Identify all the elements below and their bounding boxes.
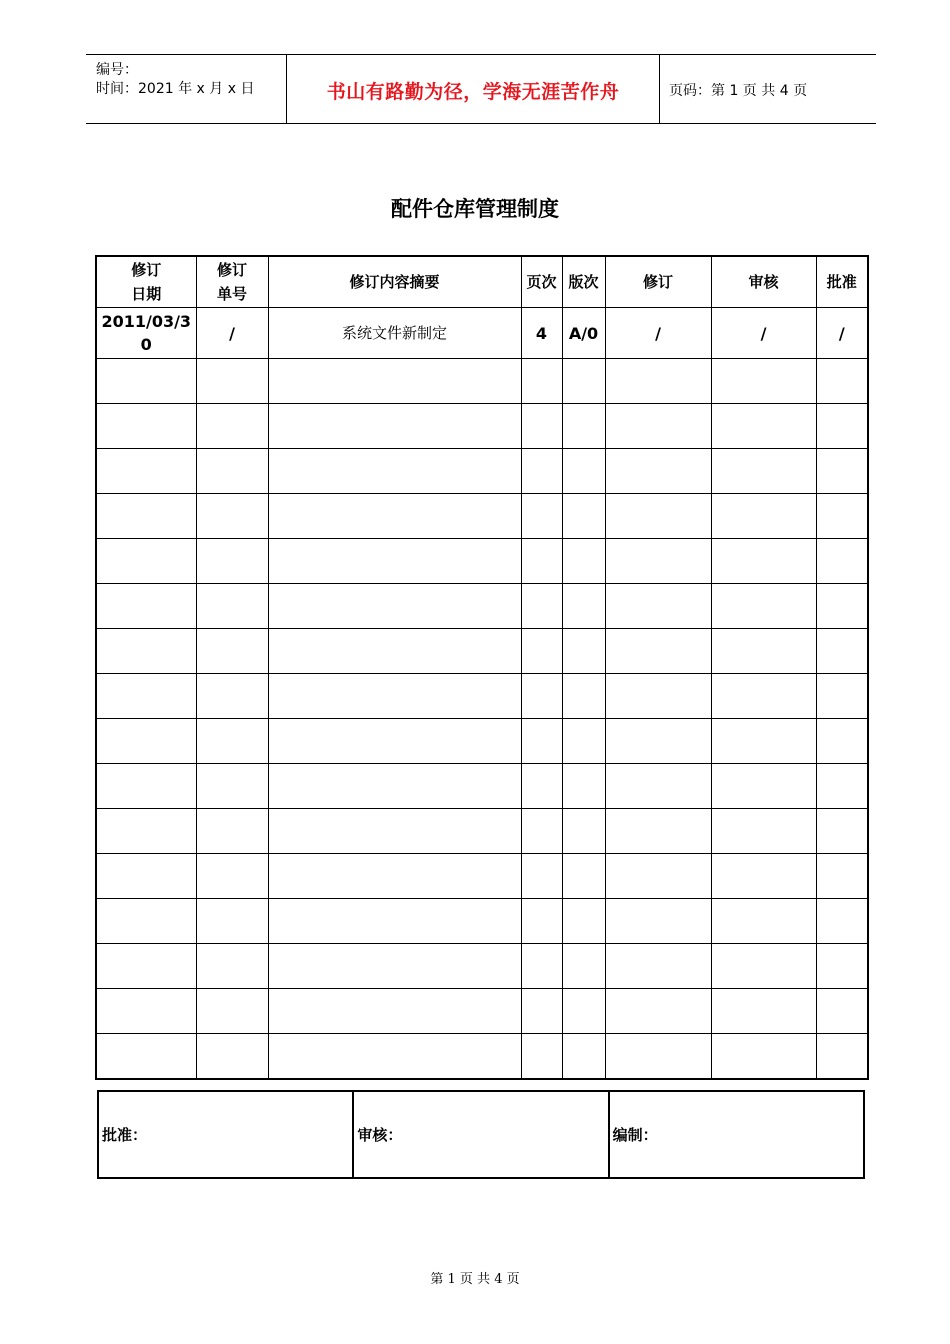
cell-revised-by: / bbox=[605, 308, 711, 359]
header-revision-summary: 修订内容摘要 bbox=[268, 256, 521, 308]
table-row bbox=[96, 719, 868, 764]
document-time-label: 时间：2021 年 x 月 x 日 bbox=[96, 81, 255, 97]
table-row bbox=[96, 359, 868, 404]
table-row bbox=[96, 674, 868, 719]
header-motto: 书山有路勤为径，学海无涯苦作舟 bbox=[326, 81, 620, 103]
table-row bbox=[96, 989, 868, 1034]
cell-approved-by: / bbox=[816, 308, 868, 359]
cell-revision-order: / bbox=[196, 308, 268, 359]
table-row bbox=[96, 899, 868, 944]
header-reviewed-by: 审核 bbox=[711, 256, 816, 308]
cell-revision-date bbox=[96, 308, 196, 359]
header-revised-by: 修订 bbox=[605, 256, 711, 308]
header-version: 版次 bbox=[562, 256, 605, 308]
revision-history-table bbox=[95, 255, 869, 1080]
header-meta-cell bbox=[86, 55, 287, 123]
page-footer: 第 1 页 共 4 页 bbox=[430, 1272, 520, 1287]
document-header bbox=[86, 54, 876, 124]
document-title: 配件仓库管理制度 bbox=[391, 197, 559, 221]
signoff-prepare-cell: 编制： bbox=[609, 1091, 864, 1178]
header-page-cell bbox=[660, 55, 876, 123]
signoff-approve-cell: 批准： bbox=[98, 1091, 353, 1178]
header-revision-date-line2: 日期 bbox=[131, 285, 162, 303]
table-row bbox=[96, 449, 868, 494]
header-page-info: 页码：第 1 页 共 4 页 bbox=[669, 83, 808, 99]
table-row bbox=[96, 944, 868, 989]
header-revision-date bbox=[96, 256, 196, 308]
header-pages: 页次 bbox=[521, 256, 562, 308]
header-revision-order-line1: 修订 bbox=[216, 261, 247, 279]
table-row bbox=[96, 854, 868, 899]
document-number-label: 编号： bbox=[96, 62, 138, 78]
cell-pages: 4 bbox=[521, 308, 562, 359]
header-revision-order-line2: 单号 bbox=[216, 285, 247, 303]
signoff-row bbox=[98, 1091, 864, 1178]
table-row bbox=[96, 764, 868, 809]
table-row bbox=[96, 404, 868, 449]
cell-revision-date-line2: 0 bbox=[140, 335, 152, 354]
cell-revision-summary: 系统文件新制定 bbox=[268, 308, 521, 359]
header-revision-date-line1: 修订 bbox=[131, 261, 162, 279]
header-motto-cell bbox=[287, 55, 660, 123]
revision-table-header-row bbox=[96, 256, 868, 308]
signoff-table bbox=[97, 1090, 865, 1179]
signoff-review-cell: 审核： bbox=[353, 1091, 608, 1178]
header-approved-by: 批准 bbox=[816, 256, 868, 308]
table-row bbox=[96, 809, 868, 854]
cell-version: A/0 bbox=[562, 308, 605, 359]
table-row bbox=[96, 308, 868, 359]
table-row bbox=[96, 1034, 868, 1080]
cell-reviewed-by: / bbox=[711, 308, 816, 359]
table-row bbox=[96, 629, 868, 674]
cell-revision-date-line1: 2011/03/3 bbox=[101, 312, 192, 331]
table-row bbox=[96, 494, 868, 539]
table-row bbox=[96, 584, 868, 629]
table-row bbox=[96, 539, 868, 584]
header-revision-order bbox=[196, 256, 268, 308]
